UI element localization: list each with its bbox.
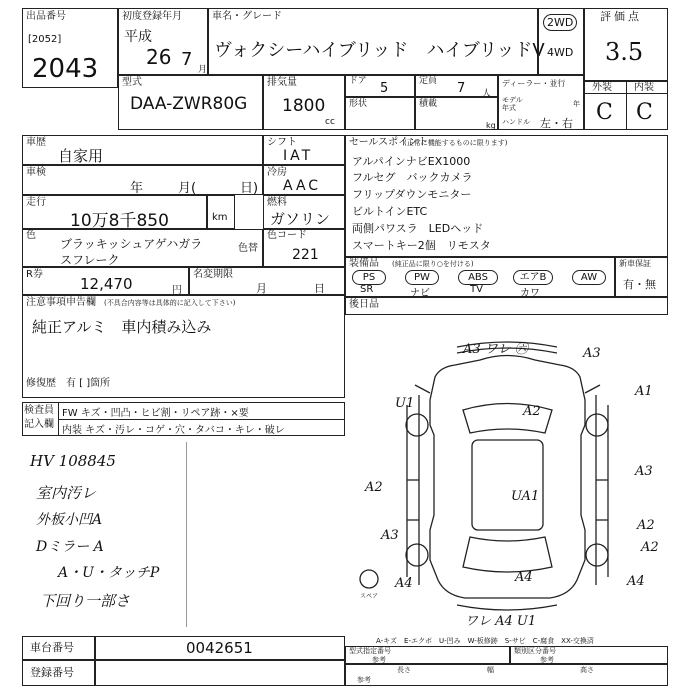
inspector-exterior-row: FW キズ・凹凸・ヒビ割・リペア跡・×要 xyxy=(62,408,249,419)
inspector-row-line xyxy=(58,419,345,420)
color-change-label: 色替 xyxy=(238,243,258,254)
color-line1: ブラッキッシュアゲハガラ xyxy=(60,237,203,251)
interior-grade: C xyxy=(636,100,653,125)
payload-unit: kg xyxy=(486,121,496,130)
doors-label: ドア xyxy=(349,76,367,86)
selling-points-label: セールスポイント xyxy=(349,137,429,148)
notes-sublabel: (不具合内容等は具体的に記入して下さい) xyxy=(104,299,236,307)
category-label: 類別区分番号 xyxy=(514,647,556,655)
equipment-sublabel: (純正品に限り○を付ける) xyxy=(392,260,474,268)
mark-left-u1: U1 xyxy=(395,396,415,411)
equipment-tv: TV xyxy=(470,284,483,295)
selling-point-3: フリップダウンモニター xyxy=(352,188,472,201)
exterior-label: 外装 xyxy=(592,82,612,93)
color-label: 色 xyxy=(26,230,36,241)
reg-month-unit: 月 xyxy=(198,65,208,75)
capacity-label: 定員 xyxy=(419,76,438,86)
era: 平成 xyxy=(124,29,152,45)
usage-value: 自家用 xyxy=(58,147,104,165)
bracket-code: [2052] xyxy=(28,34,62,45)
name-change-label: 名変期限 xyxy=(193,269,233,280)
shift-value: IAT xyxy=(283,148,314,164)
model-label: 型式 xyxy=(122,77,142,88)
color-code: 221 xyxy=(292,247,319,263)
shape-label: 形状 xyxy=(349,99,368,109)
equipment-sr: SR xyxy=(360,284,374,295)
equipment-pw: PW xyxy=(405,270,439,285)
mileage-unit: km xyxy=(212,212,228,223)
warranty-label: 新車保証 xyxy=(619,259,651,268)
inspection-year-unit: 年 xyxy=(130,181,144,196)
mark-right-a1: A1 xyxy=(635,384,653,399)
reg-year: 26 xyxy=(146,45,172,69)
reg-month: 7 xyxy=(181,49,193,70)
notes-area-divider xyxy=(186,442,187,627)
equipment-abs: ABS xyxy=(458,270,498,285)
mark-right-a3: A3 xyxy=(635,464,653,479)
mark-left-a4: A4 xyxy=(395,576,413,591)
handwritten-line-4: Dミラー A xyxy=(36,539,104,555)
category-ref: 参考 xyxy=(540,656,554,664)
reg-value-cell xyxy=(95,660,345,686)
reg-label: 登録番号 xyxy=(30,666,74,679)
payload-label: 積載 xyxy=(419,99,438,109)
lot-number-label: 出品番号 xyxy=(26,11,66,22)
mark-right-a4: A4 xyxy=(627,574,645,589)
height-label: 高さ xyxy=(580,666,594,674)
car-damage-diagram xyxy=(345,315,668,635)
mark-rear-a4: A4 xyxy=(515,570,533,585)
mark-rear-bumper: ワレ A4 U1 xyxy=(465,614,537,629)
ac-value: AAC xyxy=(283,178,322,194)
grade-score: 3.5 xyxy=(605,38,644,66)
spare-label: スペア xyxy=(360,593,379,600)
name-change-day: 日 xyxy=(314,282,325,295)
inspection-label: 車検 xyxy=(26,167,46,178)
displacement-unit: cc xyxy=(325,117,335,127)
dimension-cell xyxy=(345,664,668,686)
damage-legend: A-キズ E-エクボ U-凹み W-板修跡 S-サビ C-腐食 XX-交換済 xyxy=(376,637,594,645)
ac-label: 冷房 xyxy=(267,167,287,178)
first-registration-label: 初度登録年月 xyxy=(122,11,182,22)
handwritten-line-3: 外板小凹A xyxy=(36,512,103,528)
mark-windshield-a2: A2 xyxy=(523,404,541,419)
model-year-unit: 年 xyxy=(573,100,580,108)
color-code-label: 色コード xyxy=(267,230,307,241)
vehicle-name: ヴォクシーハイブリッド ハイブリッドV xyxy=(214,40,545,61)
length-label: 長さ xyxy=(397,666,411,674)
grade-header-line xyxy=(584,93,668,94)
inspector-label-2: 記入欄 xyxy=(24,419,54,430)
recycle-value: 12,470 xyxy=(80,275,133,293)
repair-label: 修復歴 xyxy=(26,378,56,389)
equipment-label: 装備品 xyxy=(349,258,379,269)
usage-label: 車歴 xyxy=(26,137,46,148)
equipment-navi: ナビ xyxy=(410,288,430,299)
selling-point-6: スマートキー2個 リモスタ xyxy=(352,239,491,252)
mark-roof-ua1: UA1 xyxy=(511,489,540,504)
mark-front-right-a3: A3 xyxy=(583,346,601,361)
notes-label: 注意事項申告欄 xyxy=(26,297,96,308)
color-line2: スフレーク xyxy=(60,253,120,267)
repair-value: 有 [ ]箇所 xyxy=(66,378,111,389)
notes-text: 純正アルミ 車内積み込み xyxy=(32,318,212,336)
equipment-aw: AW xyxy=(572,270,606,285)
inspection-month-unit: 月( xyxy=(178,181,197,196)
selling-point-1: アルパインナビEX1000 xyxy=(352,155,471,168)
shift-label: シフト xyxy=(267,137,297,148)
drive-4wd: 4WD xyxy=(547,46,574,59)
exterior-grade: C xyxy=(596,100,613,125)
post-equipment-label: 後日品 xyxy=(349,299,379,310)
handwritten-line-5: A・U・タッチP xyxy=(58,565,160,581)
post-equipment-cell xyxy=(345,297,668,315)
lot-number: 2043 xyxy=(32,54,99,84)
warranty-value: 有・無 xyxy=(623,278,656,291)
drive-2wd: 2WD xyxy=(543,14,577,31)
mark-left-a2: A2 xyxy=(365,480,383,495)
fuel-label: 燃料 xyxy=(267,197,287,208)
mark-front-a3: A3 ワレ ㊅ xyxy=(463,342,528,357)
displacement-value: 1800 xyxy=(282,96,326,116)
doors-value: 5 xyxy=(380,81,389,96)
handwritten-line-1: HV 108845 xyxy=(30,452,116,470)
grade-divider xyxy=(626,81,627,130)
width-label: 幅 xyxy=(487,666,494,674)
capacity-unit: 人 xyxy=(482,89,492,99)
inspector-interior-row: 内装 キズ・汚レ・コゲ・穴・タバコ・キレ・破レ xyxy=(62,425,285,436)
mileage-value: 10万8千850 xyxy=(70,211,169,231)
handle-label: ハンドル xyxy=(502,118,530,126)
handle-value: 左・右 xyxy=(540,117,573,130)
selling-point-5: 両側パワスラ LEDヘッド xyxy=(352,222,484,235)
capacity-value: 7 xyxy=(457,81,466,96)
equipment-airbag: エアB xyxy=(513,270,553,285)
selling-points-sublabel: (正常に機能するものに限ります) xyxy=(404,139,508,147)
model-designation-ref: 参考 xyxy=(372,656,386,664)
equipment-leather: カワ xyxy=(520,288,540,299)
model-value: DAA-ZWR80G xyxy=(130,94,248,114)
recycle-unit: 円 xyxy=(172,285,182,296)
interior-label: 内装 xyxy=(634,82,654,93)
selling-point-2: フルセグ バックカメラ xyxy=(352,171,473,184)
chassis-number: 0042651 xyxy=(186,639,253,657)
name-change-month: 月 xyxy=(256,282,267,295)
chassis-label: 車台番号 xyxy=(30,641,74,654)
handwritten-line-6: 下回り一部さ xyxy=(40,592,131,610)
recycle-label: R券 xyxy=(26,269,43,280)
inspector-label-1: 検査員 xyxy=(24,405,54,416)
dimension-ref: 参考 xyxy=(357,676,371,684)
model-designation-label: 型式指定番号 xyxy=(349,647,391,655)
mark-right-a2-lower: A2 xyxy=(641,540,659,555)
equipment-ps: PS xyxy=(352,270,386,285)
model-year-label: モデル年式 xyxy=(502,96,523,112)
handwritten-line-2: 室内汚レ xyxy=(36,484,97,502)
dealer-label: ディーラー・並行 xyxy=(502,79,566,88)
mark-right-rear-a2: A2 xyxy=(637,518,655,533)
fuel-value: ガソリン xyxy=(270,210,331,228)
grade-label: 評価点 xyxy=(600,10,642,23)
selling-point-4: ビルトインETC xyxy=(352,205,428,218)
displacement-label: 排気量 xyxy=(267,77,297,88)
mark-left-rear-a3: A3 xyxy=(381,528,399,543)
vehicle-name-label: 車名・グレード xyxy=(212,11,282,22)
mileage-label: 走行 xyxy=(26,197,46,208)
inspection-day-unit: 日) xyxy=(240,181,259,196)
